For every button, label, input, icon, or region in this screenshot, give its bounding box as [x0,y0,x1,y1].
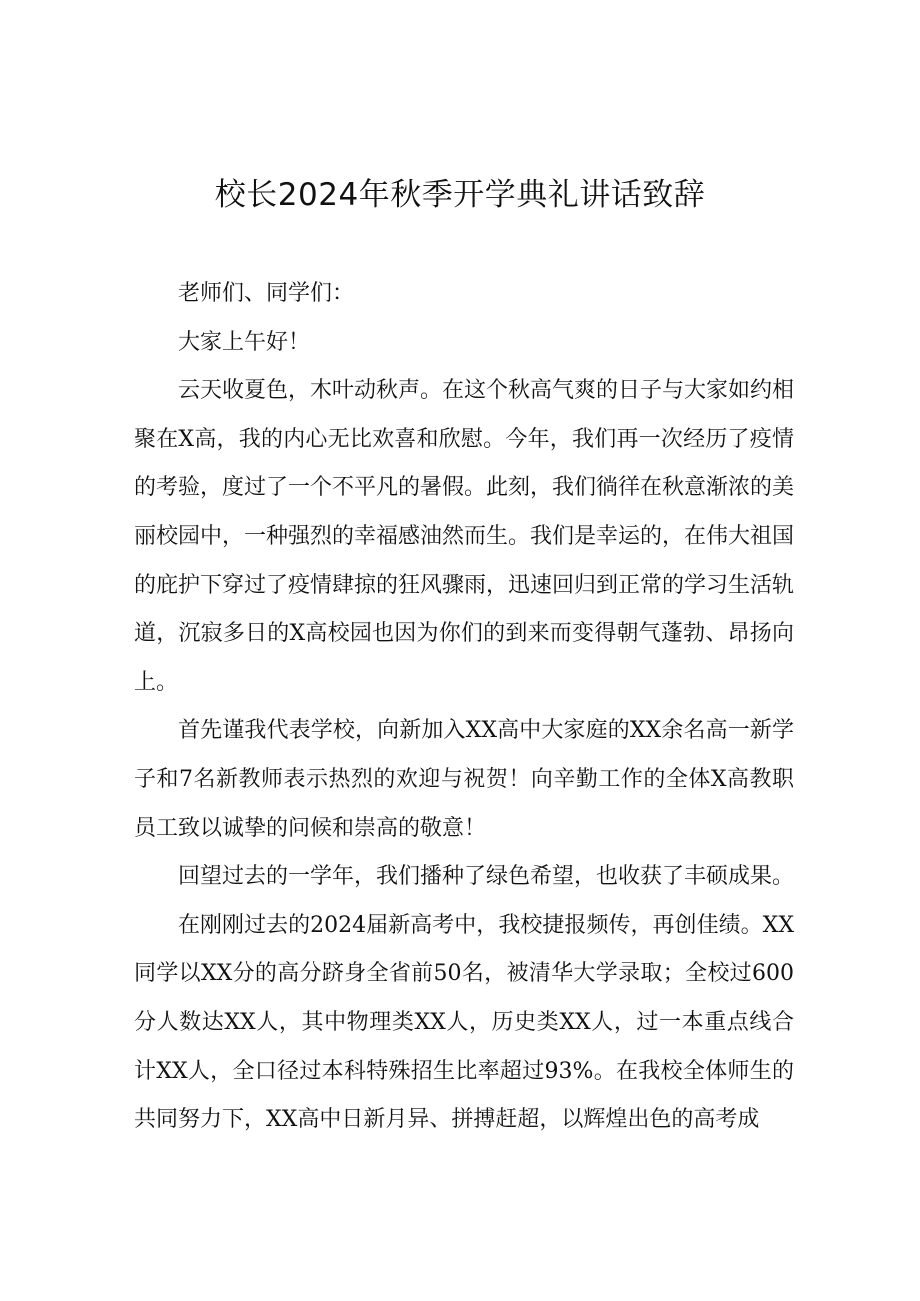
document-body [134,270,794,1145]
paragraph-welcome: 首先谨我代表学校，向新加入XX高中大家庭的XX余名高一新学子和7名新教师表示热烈的欢迎与祝贺！向辛勤工作的全体X高教职员工致以诚挚的问候和崇高的敬意！ [134,718,794,841]
document-title: 校长2024年秋季开学典礼讲话致辞 [214,177,706,213]
paragraph-greeting: 老师们、同学们： [178,281,355,306]
paragraph-opening: 云天收夏色，木叶动秋声。在这个秋高气爽的日子与大家如约相聚在X高，我的内心无比欢喜和欣慰。今年，我们再一次经历了疫情的考验，度过了一个不平凡的暑假。此刻，我们徜徉在秋意渐浓的美丽校园中，一种强烈的幸福感油然而生。我们是幸运的，在伟大祖国的庇护下穿过了疫情肆掠的狂风骤雨，迅速回归到正常的学习生活轨道，沉寂多日的X高校园也因为你们的到来而变得朝气蓬勃、昂扬向上。 [134,378,795,695]
paragraph-review: 回望过去的一学年，我们播种了绿色希望，也收获了丰硕成果。 [178,864,795,890]
paragraph-salutation: 大家上午好！ [178,329,311,355]
paragraph-exam-results: 在刚刚过去的2024届新高考中，我校捷报频传，再创佳绩。XX同学以XX分的高分跻身全省前50名，被清华大学录取；全校过600分人数达XX人，其中物理类XX人，历史类XX人，过一本重点线合计XX人，全口径过本科特殊招生比率超过93%。在我校全体师生的共同努力下，XX高中日新月异、拼搏赶超，以辉煌出色的高考成 [134,912,794,1133]
